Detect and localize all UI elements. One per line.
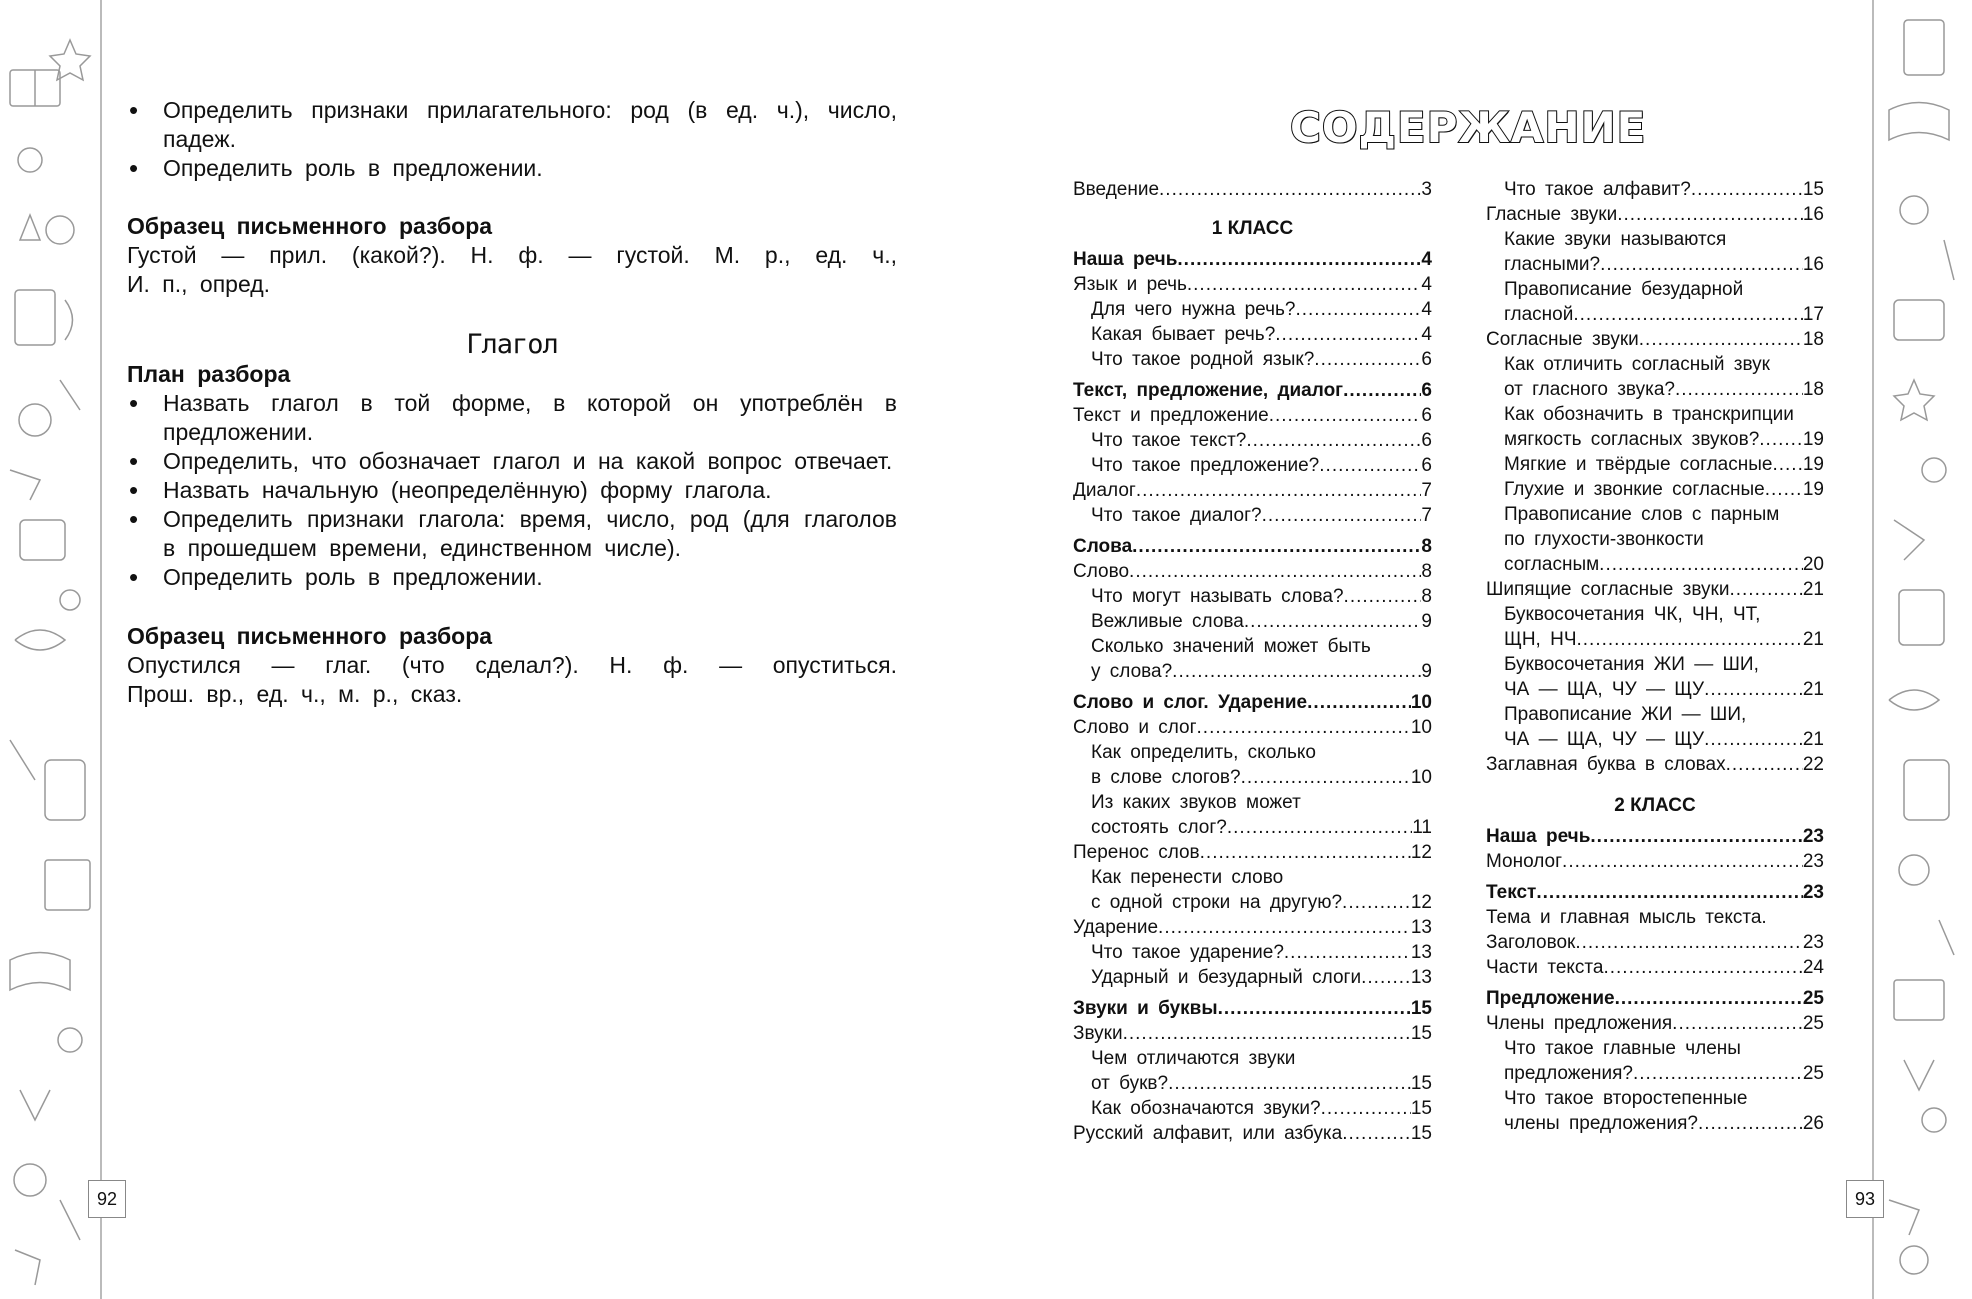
toc-entry[interactable]: гласными? ..... 16: [1486, 252, 1824, 277]
toc-entry[interactable]: ЧА — ЩА, ЧУ — ЩУ ..... 21: [1486, 727, 1824, 752]
toc-entry-line[interactable]: по глухости-звонкости: [1504, 529, 1704, 550]
toc-entry[interactable]: Перенос слов ..... 12: [1073, 840, 1432, 865]
toc-entry[interactable]: Какая бывает речь? ..... 4: [1073, 322, 1432, 347]
toc-entry[interactable]: согласным ..... 20: [1486, 552, 1824, 577]
toc-column-1: [1073, 177, 1432, 1146]
toc-entry-line[interactable]: Правописание слов с парным: [1504, 504, 1780, 525]
toc-column-2: [1486, 177, 1824, 1136]
toc-entry[interactable]: Что такое родной язык? ..... 6: [1073, 347, 1432, 372]
toc-entry[interactable]: Наша речь ..... 23: [1486, 824, 1824, 849]
verb-sample-heading: Образец письменного разбора: [127, 623, 493, 649]
toc-entry-line[interactable]: Как перенести слово: [1091, 867, 1284, 888]
toc-entry[interactable]: Слова ..... 8: [1073, 534, 1432, 559]
toc-entry[interactable]: у слова? ..... 9: [1073, 659, 1432, 684]
list-item: • Назвать начальную (неопределённую) форму глагола.: [127, 476, 897, 505]
toc-entry[interactable]: Глухие и звонкие согласные ..... 19: [1486, 477, 1824, 502]
toc-entry-line[interactable]: Буквосочетания ЖИ — ШИ,: [1504, 654, 1759, 675]
toc-entry-line[interactable]: Правописание ЖИ — ШИ,: [1504, 704, 1747, 725]
left-page-content: [127, 96, 897, 709]
toc-entry[interactable]: Что такое ударение? ..... 13: [1073, 940, 1432, 965]
toc-entry-line[interactable]: Как определить, сколько: [1091, 742, 1316, 763]
list-item: • Определить, что обозначает глагол и на какой вопрос отвечает.: [127, 447, 897, 476]
toc-entry-line[interactable]: Что такое второстепенные: [1504, 1088, 1748, 1109]
toc-entry-line[interactable]: Из каких звуков может: [1091, 792, 1301, 813]
verb-sample-line: Опустился — глаг. (что сделал?). Н. ф. — опуститься.: [127, 652, 897, 678]
toc-entry[interactable]: Монолог ..... 23: [1486, 849, 1824, 874]
toc-entry[interactable]: Как обозначаются звуки? ..... 15: [1073, 1096, 1432, 1121]
toc-entry-line[interactable]: Как обозначить в транскрипции: [1504, 404, 1794, 425]
toc-entry[interactable]: Наша речь ..... 4: [1073, 247, 1432, 272]
toc-entry[interactable]: с одной строки на другую? ..... 12: [1073, 890, 1432, 915]
toc-entry[interactable]: состоять слог? ..... 11: [1073, 815, 1432, 840]
toc-entry[interactable]: Члены предложения ..... 25: [1486, 1011, 1824, 1036]
toc-title: СОДЕРЖАНИЕ: [1290, 103, 1647, 152]
toc-entry[interactable]: Что такое алфавит? ..... 15: [1486, 177, 1824, 202]
toc-entry[interactable]: Мягкие и твёрдые согласные ..... 19: [1486, 452, 1824, 477]
doodle-border-left: [0, 0, 118, 1299]
school-doodles-icon: [0, 0, 100, 1299]
adjective-sample-line: И. п., опред.: [127, 271, 271, 297]
toc-entry[interactable]: члены предложения? ..... 26: [1486, 1111, 1824, 1136]
toc-entry[interactable]: Согласные звуки ..... 18: [1486, 327, 1824, 352]
toc-entry-line[interactable]: Тема и главная мысль текста.: [1486, 907, 1767, 928]
toc-entry[interactable]: Заголовок ..... 23: [1486, 930, 1824, 955]
toc-entry[interactable]: Слово ..... 8: [1073, 559, 1432, 584]
toc-entry[interactable]: от гласного звука? ..... 18: [1486, 377, 1824, 402]
toc-entry[interactable]: предложения? ..... 25: [1486, 1061, 1824, 1086]
school-doodles-icon: [1874, 0, 1972, 1299]
adjective-criteria-list: [127, 96, 897, 183]
toc-entry[interactable]: Текст ..... 23: [1486, 880, 1824, 905]
toc-entry[interactable]: Что такое предложение? ..... 6: [1073, 453, 1432, 478]
toc-entry[interactable]: мягкость согласных звуков? ..... 19: [1486, 427, 1824, 452]
list-item: • Определить роль в предложении.: [127, 154, 897, 183]
toc-entry-line[interactable]: Буквосочетания ЧК, ЧН, ЧТ,: [1504, 604, 1761, 625]
toc-entry[interactable]: Гласные звуки ..... 16: [1486, 202, 1824, 227]
toc-entry[interactable]: Вежливые слова ..... 9: [1073, 609, 1432, 634]
class-1-heading: 1 КЛАСС: [1211, 218, 1294, 239]
toc-entry[interactable]: Ударный и безударный слоги ..... 13: [1073, 965, 1432, 990]
toc-entry[interactable]: Русский алфавит, или азбука ..... 15: [1073, 1121, 1432, 1146]
toc-entry[interactable]: Язык и речь ..... 4: [1073, 272, 1432, 297]
toc-entry[interactable]: Для чего нужна речь? ..... 4: [1073, 297, 1432, 322]
list-item: • Определить роль в предложении.: [127, 563, 897, 592]
toc-entry-line[interactable]: Чем отличаются звуки: [1091, 1048, 1296, 1069]
list-item: • Определить признаки прилагательного: род (в ед. ч.), число, падеж.: [127, 96, 897, 154]
toc-entry[interactable]: Диалог ..... 7: [1073, 478, 1432, 503]
toc-entry[interactable]: от букв? ..... 15: [1073, 1071, 1432, 1096]
page-number-right: 93: [1846, 1180, 1884, 1218]
verb-sample-line: Прош. вр., ед. ч., м. р., сказ.: [127, 681, 463, 707]
toc-entry[interactable]: Звуки ..... 15: [1073, 1021, 1432, 1046]
list-item: • Назвать глагол в той форме, в которой он употреблён в предложении.: [127, 389, 897, 447]
toc-entry[interactable]: Слово и слог ..... 10: [1073, 715, 1432, 740]
adjective-sample-heading: Образец письменного разбора: [127, 213, 493, 239]
toc-entry[interactable]: Что могут называть слова? ..... 8: [1073, 584, 1432, 609]
toc-entry[interactable]: Введение ..... 3: [1073, 177, 1432, 202]
toc-entry-line[interactable]: Что такое главные члены: [1504, 1038, 1741, 1059]
list-item: • Определить признаки глагола: время, число, род (для глаголов в прошедшем времени, единственном числе).: [127, 505, 897, 563]
toc-entry[interactable]: Заглавная буква в словах ..... 22: [1486, 752, 1824, 777]
toc-entry[interactable]: ЧА — ЩА, ЧУ — ЩУ ..... 21: [1486, 677, 1824, 702]
toc-entry-line[interactable]: Правописание безударной: [1504, 279, 1744, 300]
toc-entry[interactable]: ЩН, НЧ ..... 21: [1486, 627, 1824, 652]
toc-entry[interactable]: Ударение ..... 13: [1073, 915, 1432, 940]
toc-entry[interactable]: Части текста ..... 24: [1486, 955, 1824, 980]
toc-entry[interactable]: Что такое текст? ..... 6: [1073, 428, 1432, 453]
class-2-heading: 2 КЛАСС: [1614, 795, 1696, 816]
toc-entry-line[interactable]: Как отличить согласный звук: [1504, 354, 1770, 375]
toc-entry-line[interactable]: Какие звуки называются: [1504, 229, 1727, 250]
toc-entry-line[interactable]: Сколько значений может быть: [1091, 636, 1371, 657]
toc-entry[interactable]: Слово и слог. Ударение ..... 10: [1073, 690, 1432, 715]
toc-entry[interactable]: гласной ..... 17: [1486, 302, 1824, 327]
verb-plan-heading: План разбора: [127, 361, 291, 387]
page-number-left: 92: [88, 1180, 126, 1218]
verb-plan-list: [127, 389, 897, 592]
adjective-sample-line: Густой — прил. (какой?). Н. ф. — густой. М. р., ед. ч.,: [127, 242, 897, 268]
toc-entry[interactable]: Текст, предложение, диалог ..... 6: [1073, 378, 1432, 403]
toc-entry[interactable]: Что такое диалог? ..... 7: [1073, 503, 1432, 528]
toc-entry[interactable]: Звуки и буквы ..... 15: [1073, 996, 1432, 1021]
doodle-border-right: [1854, 0, 1972, 1299]
verb-section-title: Глагол: [466, 329, 558, 360]
toc-entry[interactable]: Шипящие согласные звуки ..... 21: [1486, 577, 1824, 602]
toc-entry[interactable]: Текст и предложение ..... 6: [1073, 403, 1432, 428]
toc-entry[interactable]: в слове слогов? ..... 10: [1073, 765, 1432, 790]
toc-entry[interactable]: Предложение ..... 25: [1486, 986, 1824, 1011]
